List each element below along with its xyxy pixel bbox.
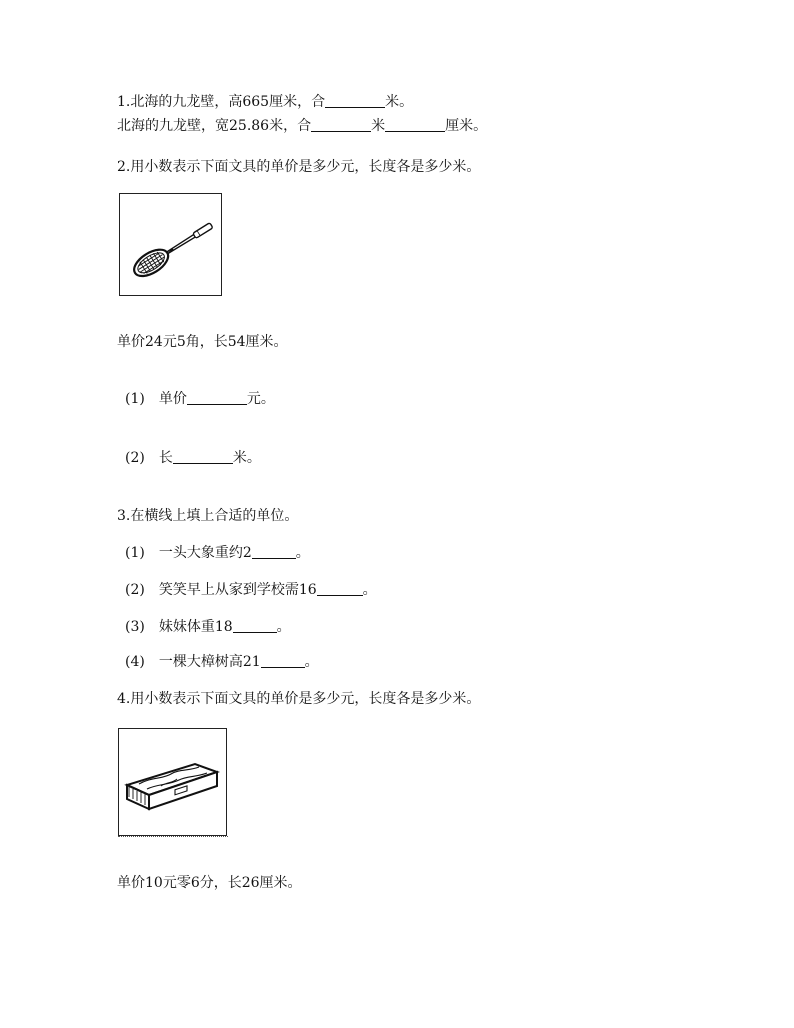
q3-blank-3[interactable] [233, 618, 277, 633]
q2-sub1 [125, 390, 275, 408]
q1-line1-text-a: 1.北海的九龙壁，高665厘米，合 [117, 94, 326, 110]
q3-item-text: 一头大象重约2 [158, 545, 252, 561]
q1-line2 [117, 117, 487, 135]
q3-item-3 [125, 618, 291, 636]
q2-sub2-num: (2) [125, 450, 145, 466]
q3-item-text: 一棵大樟树高21 [158, 654, 261, 670]
q2-sub2-text-b: 米。 [232, 450, 261, 466]
badminton-racket-icon [120, 194, 221, 295]
q1-line2-text-c: 厘米。 [445, 118, 488, 134]
q3-item-text: 妹妹体重18 [158, 619, 233, 635]
q3-item-num: (1) [125, 545, 145, 561]
q2-blank-length[interactable] [173, 449, 233, 464]
q1-line1 [117, 93, 413, 111]
q2-image-frame [119, 193, 222, 296]
q3-blank-2[interactable] [317, 581, 363, 596]
q4-image-frame [118, 728, 227, 836]
q3-item-end: 。 [276, 619, 291, 635]
q1-line2-text-b: 米 [371, 118, 386, 134]
pencil-box-icon [119, 729, 226, 835]
q3-item-num: (2) [125, 582, 145, 598]
q3-prompt: 3.在横线上填上合适的单位。 [117, 508, 299, 524]
q2-sub1-num: (1) [125, 391, 145, 407]
q3-item-end: 。 [362, 582, 377, 598]
q1-line1-text-b: 米。 [385, 94, 414, 110]
q2-sub1-text-a: 单价 [158, 391, 187, 407]
q3-blank-1[interactable] [252, 544, 296, 559]
q2-sub1-text-b: 元。 [246, 391, 275, 407]
q2-prompt: 2.用小数表示下面文具的单价是多少元，长度各是多少米。 [117, 159, 481, 175]
q1-blank-1[interactable] [325, 93, 385, 108]
q3-item-text: 笑笑早上从家到学校需16 [158, 582, 317, 598]
q2-blank-price[interactable] [187, 390, 247, 405]
q4-info: 单价10元零6分，长26厘米。 [117, 875, 302, 891]
q2-sub2-text-a: 长 [158, 450, 173, 466]
q1-blank-3[interactable] [385, 117, 445, 132]
q2-info: 单价24元5角，长54厘米。 [117, 334, 288, 350]
q3-item-end: 。 [295, 545, 310, 561]
q3-item-num: (3) [125, 619, 145, 635]
q4-prompt: 4.用小数表示下面文具的单价是多少元，长度各是多少米。 [117, 691, 481, 707]
q2-sub2 [125, 449, 261, 467]
q3-item-2 [125, 581, 377, 599]
q1-line2-text-a: 北海的九龙壁，宽25.86米，合 [117, 118, 312, 134]
q3-item-end: 。 [304, 654, 319, 670]
q4-image-underline [118, 836, 228, 837]
q1-blank-2[interactable] [311, 117, 371, 132]
q3-item-4 [125, 653, 319, 671]
q3-item-1 [125, 544, 310, 562]
q3-blank-4[interactable] [261, 653, 305, 668]
q3-item-num: (4) [125, 654, 145, 670]
